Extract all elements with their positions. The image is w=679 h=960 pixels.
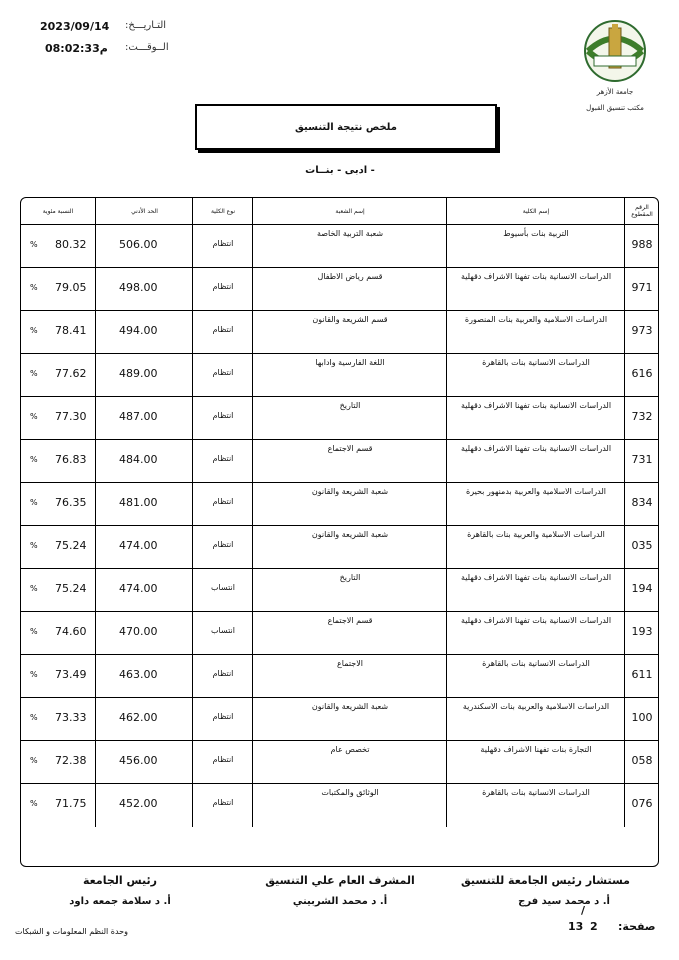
college-code: 076 [631, 797, 653, 810]
division-name: الاجتماع [337, 659, 363, 668]
pct-value: 77.30 [55, 410, 87, 423]
cell-college [446, 698, 624, 741]
division-name: قسم الاجتماع [327, 444, 373, 453]
college-name: الدراسات الانسانية بنات تفهنا الاشراف دقهلية [460, 573, 612, 582]
division-name: التاريخ [339, 401, 361, 410]
cell-min [95, 655, 192, 698]
college-type: انتظام [212, 755, 234, 764]
pct-unit: % [30, 240, 38, 249]
college-code: 194 [631, 582, 653, 595]
cell-code [624, 311, 658, 354]
cell-division [252, 526, 446, 569]
cell-division [252, 569, 446, 612]
min-score: 462.00 [119, 711, 158, 724]
table-row [21, 740, 658, 784]
min-score: 452.00 [119, 797, 158, 810]
pct-unit: % [30, 369, 38, 378]
division-name: شعبة الشريعة والقانون [311, 702, 389, 711]
cell-min [95, 741, 192, 784]
cell-pct [21, 655, 95, 698]
cell-code [624, 612, 658, 655]
cell-division [252, 397, 446, 440]
min-score: 494.00 [119, 324, 158, 337]
cell-pct [21, 741, 95, 784]
cell-min [95, 526, 192, 569]
cell-min [95, 225, 192, 268]
cell-min [95, 569, 192, 612]
pct-unit: % [30, 412, 38, 421]
division-name: التاريخ [339, 573, 361, 582]
college-code: 616 [631, 367, 653, 380]
college-type: انتظام [212, 239, 234, 248]
cell-pct [21, 569, 95, 612]
college-name: الدراسات الانسانية بنات تفهنا الاشراف دقهلية [460, 616, 612, 625]
college-name: الدراسات الانسانية بنات تفهنا الاشراف دقهلية [460, 401, 612, 410]
pct-unit: % [30, 498, 38, 507]
college-type: انتظام [212, 540, 234, 549]
cell-pct [21, 311, 95, 354]
min-score: 474.00 [119, 539, 158, 552]
cell-code [624, 354, 658, 397]
cell-college [446, 311, 624, 354]
cell-pct [21, 483, 95, 526]
division-name: الوثائق والمكتبات [321, 788, 379, 797]
cell-min [95, 612, 192, 655]
university-name: جامعة الأزهر [596, 88, 634, 96]
college-name: الدراسات الانسانية بنات بالقاهرة [482, 358, 590, 367]
cell-min [95, 354, 192, 397]
cell-type [192, 440, 252, 483]
date-row [40, 20, 190, 34]
college-code: 058 [631, 754, 653, 767]
pct-value: 71.75 [55, 797, 87, 810]
cell-min [95, 483, 192, 526]
page-number [560, 920, 660, 936]
col-header-type: نوع الكلية [192, 198, 253, 224]
cell-college [446, 612, 624, 655]
cell-min [95, 311, 192, 354]
cell-pct [21, 354, 95, 397]
college-code: 988 [631, 238, 653, 251]
cell-min [95, 784, 192, 827]
division-name: قسم الشريعة والقانون [312, 315, 388, 324]
pct-value: 75.24 [55, 539, 87, 552]
pct-unit: % [30, 455, 38, 464]
college-name: الدراسات الاسلامية والعربية بنات الاسكندرية [462, 702, 610, 711]
cell-type [192, 612, 252, 655]
college-type: انتظام [212, 454, 234, 463]
pct-value: 80.32 [55, 238, 87, 251]
advisor-name: أ. د محمد سيد فرج [518, 896, 610, 907]
college-type: انتساب [211, 626, 235, 635]
cell-type [192, 569, 252, 612]
cell-college [446, 655, 624, 698]
page-total: 13 [568, 920, 584, 933]
table-row [21, 482, 658, 526]
pct-value: 77.62 [55, 367, 87, 380]
college-type: انتظام [212, 798, 234, 807]
division-name: تخصص عام [330, 745, 370, 754]
cell-pct [21, 397, 95, 440]
office-name: مكتب تنسيق القبول [586, 104, 644, 112]
table-row [21, 267, 658, 311]
cell-type [192, 354, 252, 397]
cell-division [252, 655, 446, 698]
college-name: التربية بنات بأسيوط [503, 229, 569, 238]
cell-type [192, 311, 252, 354]
cell-college [446, 440, 624, 483]
college-name: الدراسات الانسانية بنات بالقاهرة [482, 788, 590, 797]
college-code: 971 [631, 281, 653, 294]
table-row [21, 525, 658, 569]
pct-value: 76.35 [55, 496, 87, 509]
cell-code [624, 741, 658, 784]
cell-division [252, 698, 446, 741]
cell-division [252, 612, 446, 655]
cell-code [624, 569, 658, 612]
min-score: 463.00 [119, 668, 158, 681]
cell-college [446, 569, 624, 612]
cell-code [624, 483, 658, 526]
college-code: 732 [631, 410, 653, 423]
time-row [40, 42, 190, 56]
pct-unit: % [30, 283, 38, 292]
cell-type [192, 784, 252, 827]
cell-type [192, 483, 252, 526]
cell-pct [21, 698, 95, 741]
cell-college [446, 526, 624, 569]
min-score: 506.00 [119, 238, 158, 251]
cell-type [192, 225, 252, 268]
college-type: انتظام [212, 368, 234, 377]
college-type: انتظام [212, 497, 234, 506]
cell-type [192, 397, 252, 440]
time-label: الــوقـــت: [125, 42, 169, 53]
cell-pct [21, 440, 95, 483]
pct-value: 79.05 [55, 281, 87, 294]
pct-unit: % [30, 670, 38, 679]
table-row [21, 697, 658, 741]
info-unit: وحدة النظم المعلومات و الشبكات [15, 927, 128, 936]
cell-type [192, 741, 252, 784]
cell-min [95, 440, 192, 483]
pct-unit: % [30, 756, 38, 765]
president-title: رئيس الجامعة [83, 874, 157, 887]
pct-unit: % [30, 627, 38, 636]
college-type: انتظام [212, 282, 234, 291]
college-type: انتساب [211, 583, 235, 592]
col-header-college: إسم الكلية [446, 198, 625, 224]
page-label: صفحة: [618, 920, 656, 933]
cell-min [95, 397, 192, 440]
college-code: 731 [631, 453, 653, 466]
col-header-division: إسم الشعبة [252, 198, 447, 224]
college-name: الدراسات الانسانية بنات بالقاهرة [482, 659, 590, 668]
college-code: 035 [631, 539, 653, 552]
college-name: الدراسات الاسلامية والعربية بنات المنصورة [464, 315, 608, 324]
cell-code [624, 225, 658, 268]
cell-pct [21, 225, 95, 268]
page-subtitle: - ادبى - بنــات [305, 165, 375, 176]
cell-division [252, 741, 446, 784]
table-row [21, 439, 658, 483]
cell-code [624, 440, 658, 483]
col-header-code: الرقم المقطوع [624, 198, 659, 224]
pct-unit: % [30, 541, 38, 550]
cell-division [252, 311, 446, 354]
cell-college [446, 784, 624, 827]
college-code: 973 [631, 324, 653, 337]
pct-value: 72.38 [55, 754, 87, 767]
table-row [21, 568, 658, 612]
division-name: قسم رياض الاطفال [317, 272, 383, 281]
cell-min [95, 268, 192, 311]
page-slash: / [581, 904, 586, 917]
cell-type [192, 698, 252, 741]
cell-pct [21, 268, 95, 311]
cell-code [624, 397, 658, 440]
cell-code [624, 526, 658, 569]
pct-unit: % [30, 799, 38, 808]
cell-min [95, 698, 192, 741]
division-name: شعبة التربية الخاصة [316, 229, 384, 238]
date-label: التـاريـــخ: [125, 20, 167, 31]
cell-code [624, 698, 658, 741]
page-current: 2 [590, 920, 598, 933]
cell-division [252, 225, 446, 268]
min-score: 456.00 [119, 754, 158, 767]
results-table [20, 197, 659, 867]
division-name: شعبة الشريعة والقانون [311, 487, 389, 496]
cell-type [192, 655, 252, 698]
cell-pct [21, 784, 95, 827]
cell-pct [21, 612, 95, 655]
cell-type [192, 526, 252, 569]
supervisor-name: أ. د محمد الشربيني [292, 896, 388, 907]
cell-college [446, 354, 624, 397]
cell-pct [21, 526, 95, 569]
pct-value: 78.41 [55, 324, 87, 337]
date-value: 2023/09/14 [40, 20, 110, 33]
col-header-pct: النسبة مئوية [42, 207, 74, 215]
cell-college [446, 397, 624, 440]
cell-division [252, 784, 446, 827]
pct-value: 75.24 [55, 582, 87, 595]
pct-unit: % [30, 326, 38, 335]
cell-division [252, 354, 446, 397]
table-row [21, 224, 658, 268]
cell-college [446, 268, 624, 311]
division-name: اللغة الفارسية وادابها [315, 358, 385, 367]
pct-unit: % [30, 713, 38, 722]
college-code: 100 [631, 711, 653, 724]
table-row [21, 396, 658, 440]
pct-value: 73.49 [55, 668, 87, 681]
min-score: 484.00 [119, 453, 158, 466]
president-name: أ. د سلامة جمعه داود [69, 896, 171, 907]
cell-type [192, 268, 252, 311]
college-code: 834 [631, 496, 653, 509]
min-score: 498.00 [119, 281, 158, 294]
min-score: 489.00 [119, 367, 158, 380]
college-type: انتظام [212, 669, 234, 678]
table-row [21, 310, 658, 354]
table-row [21, 353, 658, 397]
advisor-title: مستشار رئيس الجامعة للتنسيق [461, 874, 630, 887]
pct-value: 76.83 [55, 453, 87, 466]
pct-unit: % [30, 584, 38, 593]
table-row [21, 654, 658, 698]
page-title: ملخص نتيجة التنسيق [195, 104, 497, 150]
college-type: انتظام [212, 712, 234, 721]
division-name: قسم الاجتماع [327, 616, 373, 625]
pct-value: 73.33 [55, 711, 87, 724]
college-code: 193 [631, 625, 653, 638]
college-name: الدراسات الاسلامية والعربية بدمنهور بحيرة [466, 487, 606, 496]
time-value: 08:02:33م [45, 42, 108, 55]
college-type: انتظام [212, 325, 234, 334]
min-score: 470.00 [119, 625, 158, 638]
cell-college [446, 483, 624, 526]
table-row [21, 783, 658, 827]
college-name: التجارة بنات تفهنا الاشراف دقهلية [480, 745, 592, 754]
college-code: 611 [631, 668, 653, 681]
cell-division [252, 483, 446, 526]
division-name: شعبة الشريعة والقانون [311, 530, 389, 539]
college-name: الدراسات الاسلامية والعربية بنات بالقاهرة [467, 530, 605, 539]
cell-college [446, 225, 624, 268]
cell-division [252, 268, 446, 311]
min-score: 481.00 [119, 496, 158, 509]
cell-code [624, 268, 658, 311]
cell-code [624, 655, 658, 698]
pct-value: 74.60 [55, 625, 87, 638]
min-score: 474.00 [119, 582, 158, 595]
supervisor-title: المشرف العام علي التنسيق [265, 874, 415, 887]
university-logo-icon [580, 18, 650, 84]
cell-college [446, 741, 624, 784]
table-row [21, 611, 658, 655]
cell-division [252, 440, 446, 483]
col-header-min: الحد الأدني [95, 198, 193, 224]
min-score: 487.00 [119, 410, 158, 423]
cell-code [624, 784, 658, 827]
college-name: الدراسات الانسانية بنات تفهنا الاشراف دقهلية [460, 272, 612, 281]
college-name: الدراسات الانسانية بنات تفهنا الاشراف دقهلية [460, 444, 612, 453]
college-type: انتظام [212, 411, 234, 420]
